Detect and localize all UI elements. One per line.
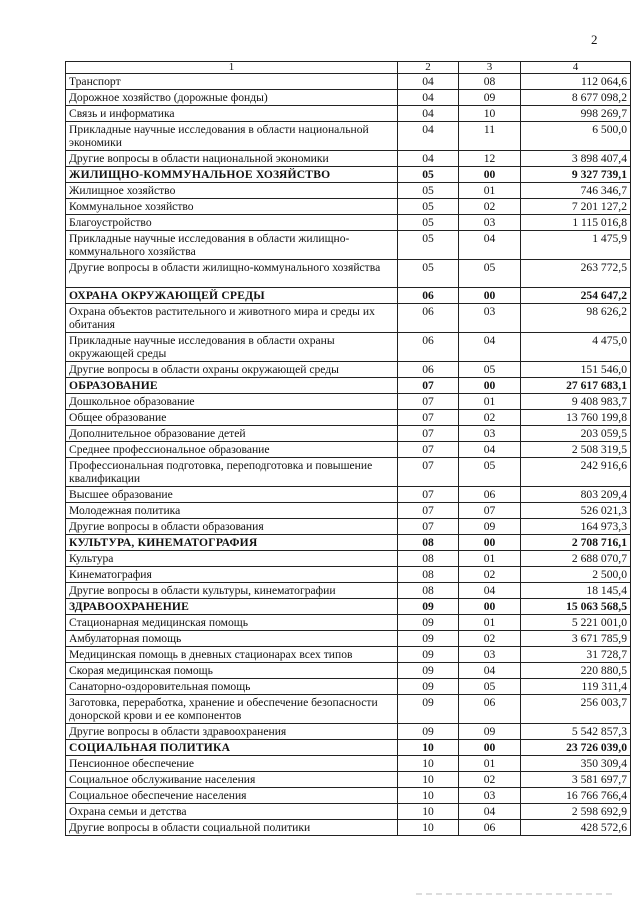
table-row xyxy=(66,788,631,804)
table-row xyxy=(66,663,631,679)
row-amount: 151 546,0 xyxy=(521,362,631,378)
row-name: Прикладные научные исследования в области национальной экономики xyxy=(66,122,398,151)
row-name: СОЦИАЛЬНАЯ ПОЛИТИКА xyxy=(66,740,398,756)
row-subsection-code: 05 xyxy=(459,679,521,695)
row-amount: 13 760 199,8 xyxy=(521,410,631,426)
row-amount: 5 221 001,0 xyxy=(521,615,631,631)
table-row xyxy=(66,647,631,663)
row-name: Общее образование xyxy=(66,410,398,426)
row-section-code: 06 xyxy=(398,333,459,362)
row-subsection-code: 03 xyxy=(459,304,521,333)
row-amount: 3 581 697,7 xyxy=(521,772,631,788)
row-amount: 119 311,4 xyxy=(521,679,631,695)
table-row xyxy=(66,122,631,151)
table-row xyxy=(66,519,631,535)
table-row xyxy=(66,362,631,378)
row-section-code: 04 xyxy=(398,122,459,151)
row-section-code: 07 xyxy=(398,378,459,394)
row-amount: 254 647,2 xyxy=(521,288,631,304)
row-amount: 23 726 039,0 xyxy=(521,740,631,756)
row-subsection-code: 08 xyxy=(459,74,521,90)
row-section-code: 08 xyxy=(398,583,459,599)
row-amount: 9 327 739,1 xyxy=(521,167,631,183)
row-subsection-code: 03 xyxy=(459,426,521,442)
row-subsection-code: 02 xyxy=(459,410,521,426)
row-name: Профессиональная подготовка, переподготовка и повышение квалификации xyxy=(66,458,398,487)
row-section-code: 08 xyxy=(398,551,459,567)
row-amount: 746 346,7 xyxy=(521,183,631,199)
table-row xyxy=(66,260,631,288)
row-subsection-code: 01 xyxy=(459,551,521,567)
table-row xyxy=(66,583,631,599)
row-subsection-code: 00 xyxy=(459,288,521,304)
row-subsection-code: 04 xyxy=(459,663,521,679)
table-row xyxy=(66,458,631,487)
row-name: Прикладные научные исследования в области охраны окружающей среды xyxy=(66,333,398,362)
row-section-code: 09 xyxy=(398,679,459,695)
table-row xyxy=(66,304,631,333)
table-row xyxy=(66,615,631,631)
table-row xyxy=(66,199,631,215)
row-subsection-code: 01 xyxy=(459,394,521,410)
row-subsection-code: 09 xyxy=(459,90,521,106)
page-number: 2 xyxy=(591,32,598,47)
row-amount: 4 475,0 xyxy=(521,333,631,362)
table-row xyxy=(66,183,631,199)
row-name: ЖИЛИЩНО-КОММУНАЛЬНОЕ ХОЗЯЙСТВО xyxy=(66,167,398,183)
row-section-code: 04 xyxy=(398,151,459,167)
row-name: Социальное обеспечение населения xyxy=(66,788,398,804)
row-amount: 16 766 766,4 xyxy=(521,788,631,804)
header-col-1: 1 xyxy=(66,62,398,74)
row-subsection-code: 00 xyxy=(459,167,521,183)
row-section-code: 09 xyxy=(398,695,459,724)
row-section-code: 05 xyxy=(398,231,459,260)
budget-table xyxy=(65,61,631,836)
row-section-code: 05 xyxy=(398,199,459,215)
table-row xyxy=(66,567,631,583)
row-subsection-code: 03 xyxy=(459,215,521,231)
row-section-code: 07 xyxy=(398,458,459,487)
table-row xyxy=(66,551,631,567)
table-row xyxy=(66,631,631,647)
row-amount: 2 500,0 xyxy=(521,567,631,583)
table-row xyxy=(66,426,631,442)
row-section-code: 10 xyxy=(398,788,459,804)
row-name: Другие вопросы в области охраны окружающей среды xyxy=(66,362,398,378)
row-name: ЗДРАВООХРАНЕНИЕ xyxy=(66,599,398,615)
row-subsection-code: 00 xyxy=(459,378,521,394)
header-col-3: 3 xyxy=(459,62,521,74)
row-name: Другие вопросы в области национальной экономики xyxy=(66,151,398,167)
table-row xyxy=(66,772,631,788)
row-subsection-code: 00 xyxy=(459,599,521,615)
row-section-code: 07 xyxy=(398,503,459,519)
row-subsection-code: 09 xyxy=(459,724,521,740)
row-name: Другие вопросы в области здравоохранения xyxy=(66,724,398,740)
table-row xyxy=(66,74,631,90)
row-amount: 18 145,4 xyxy=(521,583,631,599)
row-name: Заготовка, переработка, хранение и обеспечение безопасности донорской крови и ее компонентов xyxy=(66,695,398,724)
row-name: Санаторно-оздоровительная помощь xyxy=(66,679,398,695)
row-subsection-code: 04 xyxy=(459,804,521,820)
table-row xyxy=(66,487,631,503)
row-amount: 9 408 983,7 xyxy=(521,394,631,410)
section-row xyxy=(66,167,631,183)
row-name: Дополнительное образование детей xyxy=(66,426,398,442)
section-row xyxy=(66,288,631,304)
row-section-code: 09 xyxy=(398,631,459,647)
row-section-code: 05 xyxy=(398,260,459,288)
table-row xyxy=(66,756,631,772)
table-row xyxy=(66,151,631,167)
row-amount: 1 115 016,8 xyxy=(521,215,631,231)
row-name: Коммунальное хозяйство xyxy=(66,199,398,215)
row-amount: 220 880,5 xyxy=(521,663,631,679)
row-name: Молодежная политика xyxy=(66,503,398,519)
table-row xyxy=(66,90,631,106)
row-subsection-code: 02 xyxy=(459,631,521,647)
table-row xyxy=(66,106,631,122)
table-row xyxy=(66,333,631,362)
row-amount: 242 916,6 xyxy=(521,458,631,487)
table-row xyxy=(66,394,631,410)
row-section-code: 09 xyxy=(398,647,459,663)
row-section-code: 04 xyxy=(398,90,459,106)
row-name: Стационарная медицинская помощь xyxy=(66,615,398,631)
row-name: Культура xyxy=(66,551,398,567)
row-subsection-code: 07 xyxy=(459,503,521,519)
row-section-code: 07 xyxy=(398,519,459,535)
row-name: Другие вопросы в области жилищно-коммунального хозяйства xyxy=(66,260,398,288)
row-name: Охрана семьи и детства xyxy=(66,804,398,820)
row-amount: 263 772,5 xyxy=(521,260,631,288)
row-subsection-code: 00 xyxy=(459,535,521,551)
row-section-code: 04 xyxy=(398,74,459,90)
row-section-code: 05 xyxy=(398,167,459,183)
row-subsection-code: 04 xyxy=(459,231,521,260)
row-name: Жилищное хозяйство xyxy=(66,183,398,199)
row-subsection-code: 06 xyxy=(459,695,521,724)
row-amount: 428 572,6 xyxy=(521,820,631,836)
row-name: Другие вопросы в области культуры, кинематографии xyxy=(66,583,398,599)
row-subsection-code: 05 xyxy=(459,458,521,487)
table-row xyxy=(66,679,631,695)
row-name: КУЛЬТУРА, КИНЕМАТОГРАФИЯ xyxy=(66,535,398,551)
row-section-code: 04 xyxy=(398,106,459,122)
row-name: Кинематография xyxy=(66,567,398,583)
row-amount: 2 688 070,7 xyxy=(521,551,631,567)
row-name: Социальное обслуживание населения xyxy=(66,772,398,788)
header-col-4: 4 xyxy=(521,62,631,74)
row-amount: 526 021,3 xyxy=(521,503,631,519)
table-row xyxy=(66,231,631,260)
row-amount: 112 064,6 xyxy=(521,74,631,90)
row-name: Благоустройство xyxy=(66,215,398,231)
row-amount: 3 671 785,9 xyxy=(521,631,631,647)
row-amount: 7 201 127,2 xyxy=(521,199,631,215)
row-name: ОБРАЗОВАНИЕ xyxy=(66,378,398,394)
row-section-code: 06 xyxy=(398,288,459,304)
row-section-code: 06 xyxy=(398,304,459,333)
row-section-code: 10 xyxy=(398,756,459,772)
row-section-code: 09 xyxy=(398,724,459,740)
row-subsection-code: 02 xyxy=(459,567,521,583)
row-amount: 164 973,3 xyxy=(521,519,631,535)
section-row xyxy=(66,535,631,551)
row-subsection-code: 03 xyxy=(459,788,521,804)
row-amount: 998 269,7 xyxy=(521,106,631,122)
row-section-code: 09 xyxy=(398,663,459,679)
row-name: Связь и информатика xyxy=(66,106,398,122)
row-subsection-code: 02 xyxy=(459,199,521,215)
row-amount: 2 598 692,9 xyxy=(521,804,631,820)
row-name: Среднее профессиональное образование xyxy=(66,442,398,458)
row-amount: 15 063 568,5 xyxy=(521,599,631,615)
row-name: Пенсионное обеспечение xyxy=(66,756,398,772)
row-subsection-code: 06 xyxy=(459,487,521,503)
row-amount: 2 708 716,1 xyxy=(521,535,631,551)
row-subsection-code: 01 xyxy=(459,183,521,199)
row-subsection-code: 03 xyxy=(459,647,521,663)
row-subsection-code: 02 xyxy=(459,772,521,788)
row-name: Скорая медицинская помощь xyxy=(66,663,398,679)
row-name: Амбулаторная помощь xyxy=(66,631,398,647)
row-subsection-code: 04 xyxy=(459,583,521,599)
table-row xyxy=(66,695,631,724)
row-name: Дошкольное образование xyxy=(66,394,398,410)
row-section-code: 07 xyxy=(398,410,459,426)
row-name: Дорожное хозяйство (дорожные фонды) xyxy=(66,90,398,106)
row-subsection-code: 05 xyxy=(459,362,521,378)
section-row xyxy=(66,740,631,756)
row-name: Транспорт xyxy=(66,74,398,90)
row-section-code: 07 xyxy=(398,426,459,442)
row-amount: 3 898 407,4 xyxy=(521,151,631,167)
row-amount: 31 728,7 xyxy=(521,647,631,663)
row-section-code: 09 xyxy=(398,599,459,615)
section-row xyxy=(66,378,631,394)
row-name: Высшее образование xyxy=(66,487,398,503)
row-subsection-code: 12 xyxy=(459,151,521,167)
header-col-2: 2 xyxy=(398,62,459,74)
row-subsection-code: 01 xyxy=(459,756,521,772)
row-section-code: 07 xyxy=(398,394,459,410)
row-subsection-code: 06 xyxy=(459,820,521,836)
row-name: Охрана объектов растительного и животного мира и среды их обитания xyxy=(66,304,398,333)
row-subsection-code: 09 xyxy=(459,519,521,535)
row-section-code: 08 xyxy=(398,567,459,583)
table-row xyxy=(66,503,631,519)
row-subsection-code: 04 xyxy=(459,442,521,458)
row-section-code: 06 xyxy=(398,362,459,378)
row-subsection-code: 00 xyxy=(459,740,521,756)
row-amount: 6 500,0 xyxy=(521,122,631,151)
table-row xyxy=(66,442,631,458)
scan-artifact xyxy=(416,893,616,895)
row-section-code: 10 xyxy=(398,740,459,756)
table-row xyxy=(66,410,631,426)
row-subsection-code: 11 xyxy=(459,122,521,151)
row-section-code: 07 xyxy=(398,442,459,458)
row-name: Медицинская помощь в дневных стационарах всех типов xyxy=(66,647,398,663)
table-row xyxy=(66,724,631,740)
row-section-code: 08 xyxy=(398,535,459,551)
row-amount: 1 475,9 xyxy=(521,231,631,260)
row-section-code: 09 xyxy=(398,615,459,631)
row-subsection-code: 01 xyxy=(459,615,521,631)
row-name: Прикладные научные исследования в области жилищно-коммунального хозяйства xyxy=(66,231,398,260)
row-section-code: 05 xyxy=(398,215,459,231)
row-amount: 256 003,7 xyxy=(521,695,631,724)
row-amount: 803 209,4 xyxy=(521,487,631,503)
row-subsection-code: 04 xyxy=(459,333,521,362)
budget-table-body xyxy=(66,62,631,836)
table-header-row xyxy=(66,62,631,74)
row-amount: 5 542 857,3 xyxy=(521,724,631,740)
row-name: Другие вопросы в области социальной политики xyxy=(66,820,398,836)
row-amount: 98 626,2 xyxy=(521,304,631,333)
row-section-code: 07 xyxy=(398,487,459,503)
row-name: Другие вопросы в области образования xyxy=(66,519,398,535)
row-section-code: 05 xyxy=(398,183,459,199)
row-amount: 203 059,5 xyxy=(521,426,631,442)
row-section-code: 10 xyxy=(398,772,459,788)
section-row xyxy=(66,599,631,615)
row-amount: 2 508 319,5 xyxy=(521,442,631,458)
table-row xyxy=(66,820,631,836)
row-amount: 350 309,4 xyxy=(521,756,631,772)
row-amount: 8 677 098,2 xyxy=(521,90,631,106)
row-section-code: 10 xyxy=(398,820,459,836)
row-subsection-code: 10 xyxy=(459,106,521,122)
table-row xyxy=(66,804,631,820)
row-section-code: 10 xyxy=(398,804,459,820)
table-row xyxy=(66,215,631,231)
row-amount: 27 617 683,1 xyxy=(521,378,631,394)
row-subsection-code: 05 xyxy=(459,260,521,288)
row-name: ОХРАНА ОКРУЖАЮЩЕЙ СРЕДЫ xyxy=(66,288,398,304)
